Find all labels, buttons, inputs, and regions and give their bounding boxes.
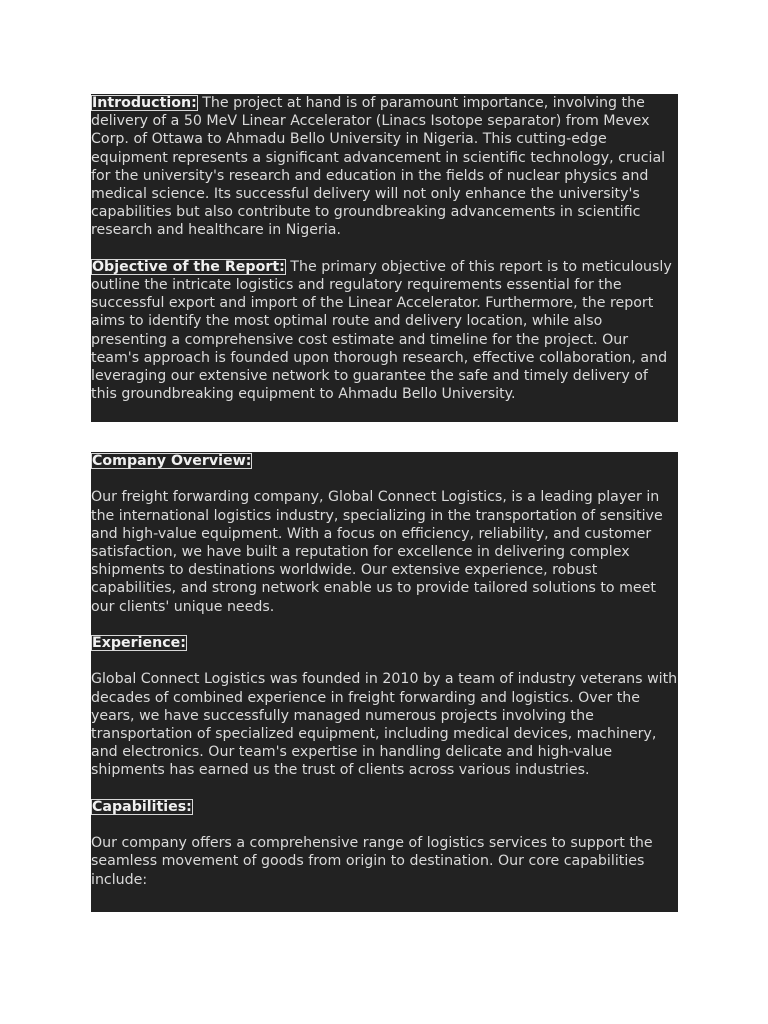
capabilities-heading-line <box>91 798 678 816</box>
company-overview-heading-line <box>91 452 678 470</box>
objective-heading: Objective of the Report: <box>92 258 285 275</box>
experience-heading: Experience: <box>92 635 186 651</box>
capabilities-text: Our company offers a comprehensive range of logistics services to support the seamless movement of goods from origin to destination. Our core capabilities include: <box>91 835 653 888</box>
introduction-paragraph <box>91 94 678 240</box>
introduction-text: The project at hand is of paramount importance, involving the delivery of a 50 MeV Linear Accelerator (Linacs Isotope separator) from Mevex Corp. of Ottawa to Ahmadu Bello University in Nigeria. This cutting-edge equipment represents a significant advancement in scientific technology, crucial for the university's research and education in the fields of nuclear physics and medical science. Its successful delivery will not only enhance the university's capabilities but also contribute to groundbreaking advancements in scientific research and healthcare in Nigeria. <box>91 95 666 239</box>
company-overview-heading: Company Overview: <box>92 453 252 469</box>
introduction-heading: Introduction: <box>92 95 197 111</box>
paragraph-spacer <box>91 470 678 488</box>
intro-section-block <box>91 94 678 422</box>
paragraph-spacer <box>91 780 678 798</box>
paragraph-spacer <box>91 616 678 634</box>
objective-paragraph <box>91 258 678 404</box>
paragraph-spacer <box>91 652 678 670</box>
objective-text: The primary objective of this report is to meticulously outline the intricate logistics and regulatory requirements essential for the successful export and import of the Linear Accelerator. Furthermore, the report aims to identify the most optimal route and delivery location, while also presenting a comprehensive cost estimate and timeline for the project. Our team's approach is founded upon thorough research, effective collaboration, and leveraging our extensive network to guarantee the safe and timely delivery of this groundbreaking equipment to Ahmadu Bello University. <box>91 258 672 403</box>
capabilities-heading: Capabilities: <box>92 798 192 815</box>
experience-heading-line <box>91 634 678 652</box>
company-overview-text: Our freight forwarding company, Global Connect Logistics, is a leading player in the international logistics industry, specializing in the transportation of sensitive and high-value equipment. With a focus on efficiency, reliability, and customer satisfaction, we have built a reputation for excellence in delivering complex shipments to destinations worldwide. Our extensive experience, robust capabilities, and strong network enable us to provide tailored solutions to meet our clients' unique needs. <box>91 489 663 615</box>
experience-text: Global Connect Logistics was founded in 2010 by a team of industry veterans with decades of combined experience in freight forwarding and logistics. Over the years, we have successfully managed numerous projects involving the transportation of specialized equipment, including medical devices, machinery, and electronics. Our team's expertise in handling delicate and high-value shipments has earned us the trust of clients across various industries. <box>91 671 678 779</box>
paragraph-spacer <box>91 816 678 834</box>
paragraph-spacer <box>91 240 678 258</box>
company-section-block <box>91 452 678 912</box>
